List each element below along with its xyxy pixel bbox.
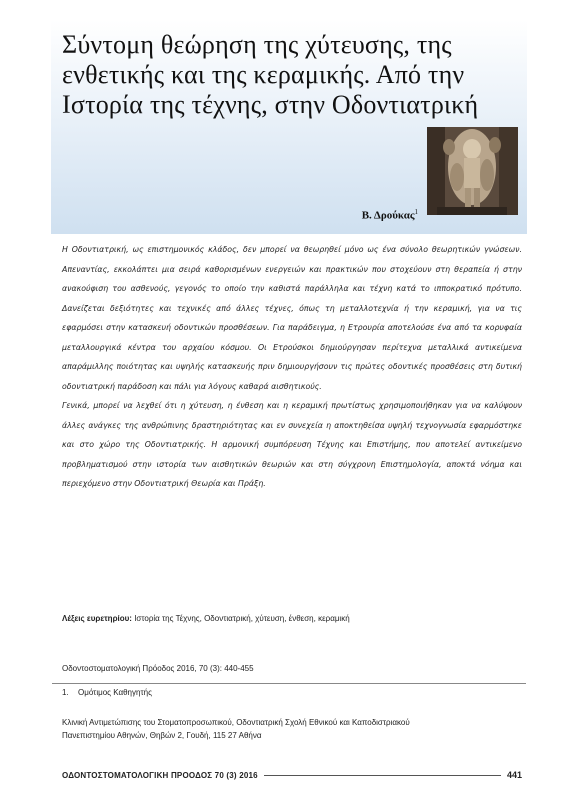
page-footer — [62, 768, 522, 782]
author-footnote-mark: 1 — [414, 208, 418, 216]
keywords-text: Ιστορία της Τέχνης, Οδοντιατρική, χύτευση, ένθεση, κεραμική — [134, 614, 350, 623]
keywords — [62, 614, 522, 623]
abstract-paragraph-1: Η Οδοντιατρική, ως επιστημονικός κλάδος, δεν μπορεί να θεωρηθεί μόνο ως ένα σύνολο θεωρητικών γνώσεων. Απεναντίας, εκκολάπτει μια σειρά καθορισμένων ενεργειών και πρακτικών που στοχεύουν στη θεραπεία ή στην ανακούφιση του ασθενούς, γεγονός το οποίο την καθιστά παράλληλα και τέχνη κατά το ιπποκρατικό πρότυπο. Δανείζεται δεξιότητες και τεχνικές από άλλες τέχνες, όπως τη μεταλλοτεχνία ή την κεραμική, για να τις εφαρμόσει στην κατασκευή οδοντικών προσθέσεων. Για παράδειγμα, η Ετρουρία αποτελούσε ένα από τα κορυφαία μεταλλουργικά κέντρα του αρχαίου κόσμου. Οι Ετρούσκοι δημιούργησαν περίτεχνα μεταλλικά αντικείμενα απαράμιλλης ποιότητας και υψηλής κατασκευής πριν δημιουργήσουν τις πρώτες οδοντικές προσθέσεις στη δυτική οδοντιατρική παράδοση και πάλι για λόγους καθαρά αισθητικούς. — [62, 245, 522, 391]
affiliation-line-2: Πανεπιστημίου Αθηνών, Θηβών 2, Γουδή, 115 27 Αθήνα — [62, 731, 262, 740]
abstract-paragraph-2: Γενικά, μπορεί να λεχθεί ότι η χύτευση, η ένθεση και η κεραμική πρωτίστως χρησιμοποιήθηκαν για να καλύψουν άλλες ανάγκες της ανθρώπινης δραστηριότητας και εν συνεχεία η αποκτηθείσα υψηλή τεχνογνωσία εφαρμόστηκε και στο χώρο της Οδοντιατρικής. Η αρμονική συμπόρευση Τέχνης και Επιστήμης, που αποτελεί αντικείμενο προβληματισμού στην ιστορία των αισθητικών θεωριών και στη σύγχρονη Επιστημολογία, αποκτά νόημα και περιεχόμενο στην Οδοντιατρική Θεωρία και Πράξη. — [62, 401, 522, 488]
citation: Οδοντοστοματολογική Πρόοδος 2016, 70 (3): 440-455 — [62, 664, 254, 673]
sculpture-image — [427, 127, 518, 215]
footnote — [62, 688, 152, 697]
footer-rule — [264, 775, 501, 776]
abstract — [62, 240, 522, 494]
affiliation-line-1: Κλινική Αντιμετώπισης του Στοματοπροσωπικού, Οδοντιατρική Σχολή Εθνικού και Καποδιστριακού — [62, 718, 410, 727]
footer-journal: ΟΔΟΝΤΟΣΤΟΜΑΤΟΛΟΓΙΚΗ ΠΡΟΟΔΟΣ 70 (3) 2016 — [62, 770, 258, 780]
author-line — [330, 208, 418, 222]
sculpture-photo — [427, 127, 518, 215]
footnote-number: 1. — [62, 688, 69, 697]
footnote-text: Ομότιμος Καθηγητής — [78, 688, 152, 697]
page-number: 441 — [506, 770, 522, 780]
footnote-divider — [52, 683, 526, 684]
author-name: Β. Δρούκας — [361, 209, 415, 222]
affiliation — [62, 716, 522, 742]
keywords-label: Λέξεις ευρετηρίου: — [62, 614, 132, 623]
article-title: Σύντομη θεώρηση της χύτευσης, της ενθετικής και της κεραμικής. Από την Ιστορία της τέχνης, στην Οδοντιατρική — [62, 30, 479, 119]
